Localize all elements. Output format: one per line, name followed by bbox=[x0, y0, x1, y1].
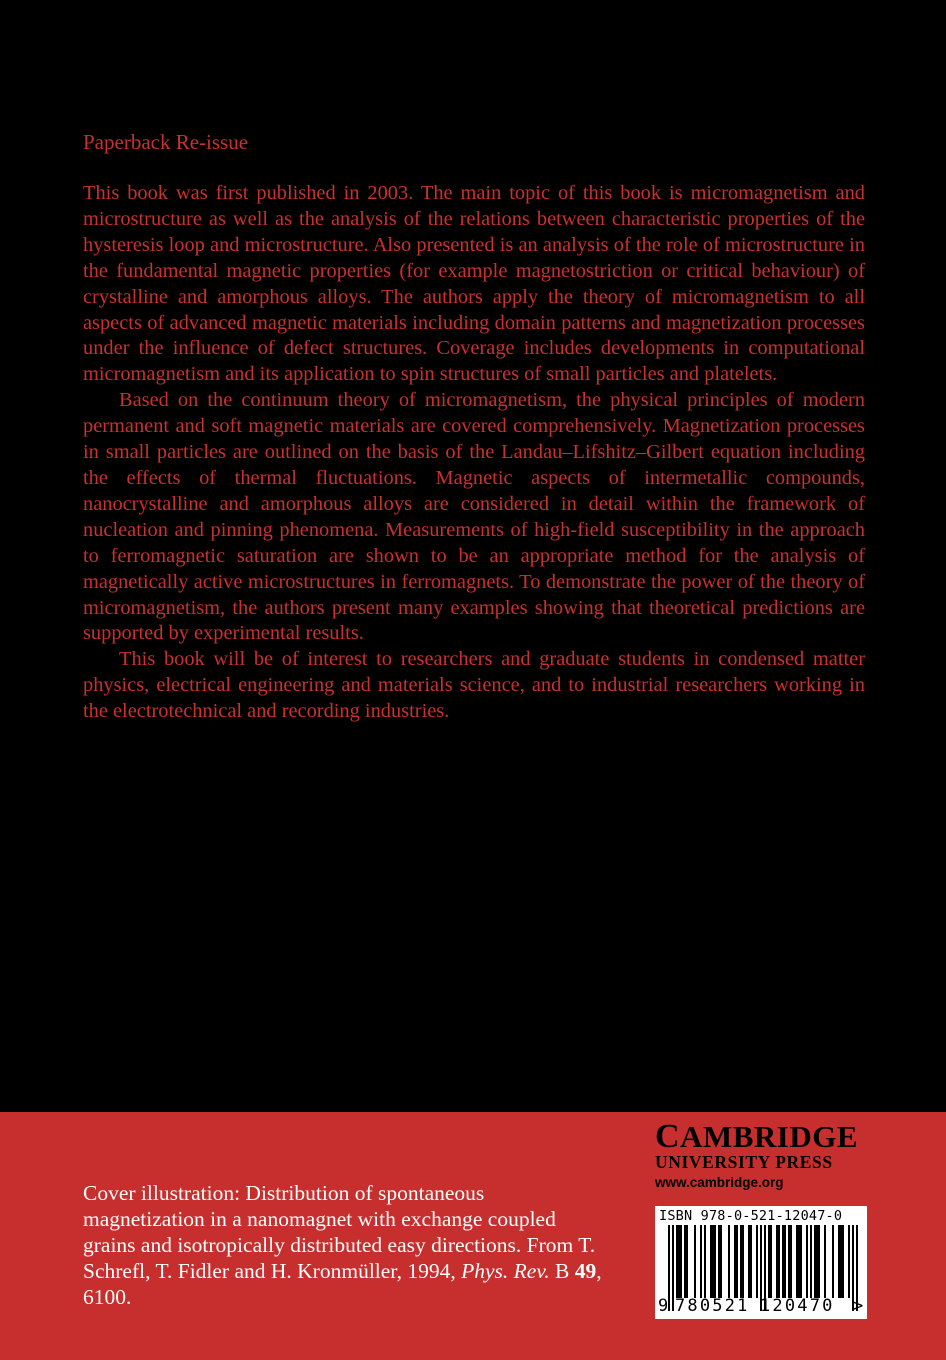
barcode-bar bbox=[848, 1225, 850, 1298]
barcode-bar bbox=[806, 1225, 808, 1298]
barcode-bar bbox=[700, 1225, 702, 1298]
barcode-bar bbox=[832, 1225, 834, 1298]
publisher-url: www.cambridge.org bbox=[655, 1175, 784, 1190]
book-description bbox=[83, 181, 865, 725]
barcode-bar bbox=[718, 1225, 720, 1298]
barcode-bar bbox=[824, 1225, 826, 1298]
credit-journal: Phys. Rev. bbox=[461, 1259, 550, 1283]
credit-series: B bbox=[549, 1259, 575, 1283]
description-paragraph-1: This book was first published in 2003. The main topic of this book is micromagnetism and microstructure as well as the analysis of the relations between characteristic properties of the hysteresis loop and microstructure. Also presented is an analysis of the role of microstructure in the fundamental magnetic properties (for example magnetostriction or critical behaviour) of crystalline and amorphous alloys. The authors apply the theory of micromagnetism to all aspects of advanced magnetic materials including domain patterns and magnetization processes under the influence of defect structures. Coverage includes developments in computational micromagnetism and its application to spin structures of small particles and platelets. bbox=[83, 182, 865, 386]
barcode-bar bbox=[680, 1225, 682, 1298]
barcode-bar bbox=[710, 1225, 712, 1298]
barcode-bar bbox=[842, 1225, 844, 1298]
isbn-barcode bbox=[655, 1206, 867, 1319]
cover-illustration-credit bbox=[83, 1180, 603, 1310]
barcode-bar bbox=[756, 1225, 758, 1298]
publisher-block bbox=[655, 1118, 870, 1194]
credit-pages: , 6100. bbox=[83, 1259, 602, 1309]
credit-text: Cover illustration: Distribution of spontaneous magnetization in a nanomagnet with exchange coupled grains and isotropically distributed easy directions. From T. Schrefl, T. Fidler and H. Kronmüller, 1994, bbox=[83, 1181, 596, 1283]
barcode-bar bbox=[678, 1225, 680, 1298]
publisher-subtitle: UNIVERSITY PRESS bbox=[655, 1152, 833, 1172]
barcode-bar bbox=[778, 1225, 780, 1298]
publisher-name bbox=[655, 1118, 870, 1155]
barcode-bar bbox=[768, 1225, 770, 1298]
publisher-name-initial: C bbox=[655, 1118, 681, 1155]
barcode-bar bbox=[712, 1225, 714, 1298]
barcode-bar bbox=[676, 1225, 678, 1298]
barcode-bar bbox=[742, 1225, 744, 1298]
barcode-bar bbox=[784, 1225, 786, 1298]
barcode-bar bbox=[714, 1225, 716, 1298]
ean-first-digit: 9 bbox=[658, 1296, 669, 1316]
barcode-bar bbox=[720, 1225, 722, 1298]
barcode-bar bbox=[776, 1225, 778, 1298]
publisher-name-rest: AMBRIDGE bbox=[680, 1119, 859, 1154]
barcode-bar bbox=[782, 1225, 784, 1298]
isbn-number: ISBN 978-0-521-12047-0 bbox=[659, 1208, 843, 1224]
barcode-bar bbox=[750, 1225, 752, 1298]
ean-left-group: 780521 bbox=[675, 1296, 750, 1316]
barcode-bar bbox=[790, 1225, 792, 1298]
barcode-bar bbox=[818, 1225, 820, 1298]
barcode-bar bbox=[748, 1225, 750, 1298]
barcode-bar bbox=[810, 1225, 812, 1298]
ean-right-group: 120470 bbox=[760, 1296, 835, 1316]
barcode-bar bbox=[814, 1225, 816, 1298]
barcode-bar bbox=[800, 1225, 802, 1298]
barcode-bar bbox=[740, 1225, 742, 1298]
barcode-bar bbox=[684, 1225, 686, 1298]
barcode-bar bbox=[736, 1225, 738, 1298]
ean-digits bbox=[655, 1296, 867, 1318]
barcode-bar bbox=[816, 1225, 818, 1298]
barcode-bar bbox=[796, 1225, 798, 1298]
credit-volume: 49 bbox=[574, 1259, 597, 1283]
description-paragraph-2: Based on the continuum theory of micromagnetism, the physical principles of modern permanent and soft magnetic materials are covered comprehensively. Magnetization processes in small particles are outlined on the basis of the Landau–Lifshitz–Gilbert equation including the effects of thermal fluctuations. Magnetic aspects of intermetallic compounds, nanocrystalline and amorphous alloys are considered in detail within the framework of nucleation and pinning phenomena. Measurements of high-field susceptibility in the approach to ferromagnetic saturation are shown to be an appropriate method for the analysis of magnetically active microstructures in ferromagnets. To demonstrate the power of the theory of micromagnetism, the authors present many examples showing that theoretical predictions are supported by experimental results. bbox=[83, 389, 865, 645]
barcode-bar bbox=[770, 1225, 772, 1298]
barcode-bar bbox=[694, 1225, 696, 1298]
barcode-bar bbox=[838, 1225, 840, 1298]
barcode-bar bbox=[686, 1225, 688, 1298]
barcode-bar bbox=[734, 1225, 736, 1298]
barcode-bar bbox=[798, 1225, 800, 1298]
barcode-bar bbox=[728, 1225, 730, 1298]
back-cover-bottom-panel bbox=[0, 1112, 946, 1360]
description-paragraph-3: This book will be of interest to researchers and graduate students in condensed matter physics, electrical engineering and materials science, and to industrial researchers working in the electrotechnical and recording industries. bbox=[83, 648, 865, 723]
reissue-heading: Paperback Re-issue bbox=[83, 130, 249, 154]
barcode-bar bbox=[788, 1225, 790, 1298]
ean-end-marker: > bbox=[853, 1296, 864, 1316]
barcode-bar bbox=[840, 1225, 842, 1298]
barcode-bar bbox=[704, 1225, 706, 1298]
